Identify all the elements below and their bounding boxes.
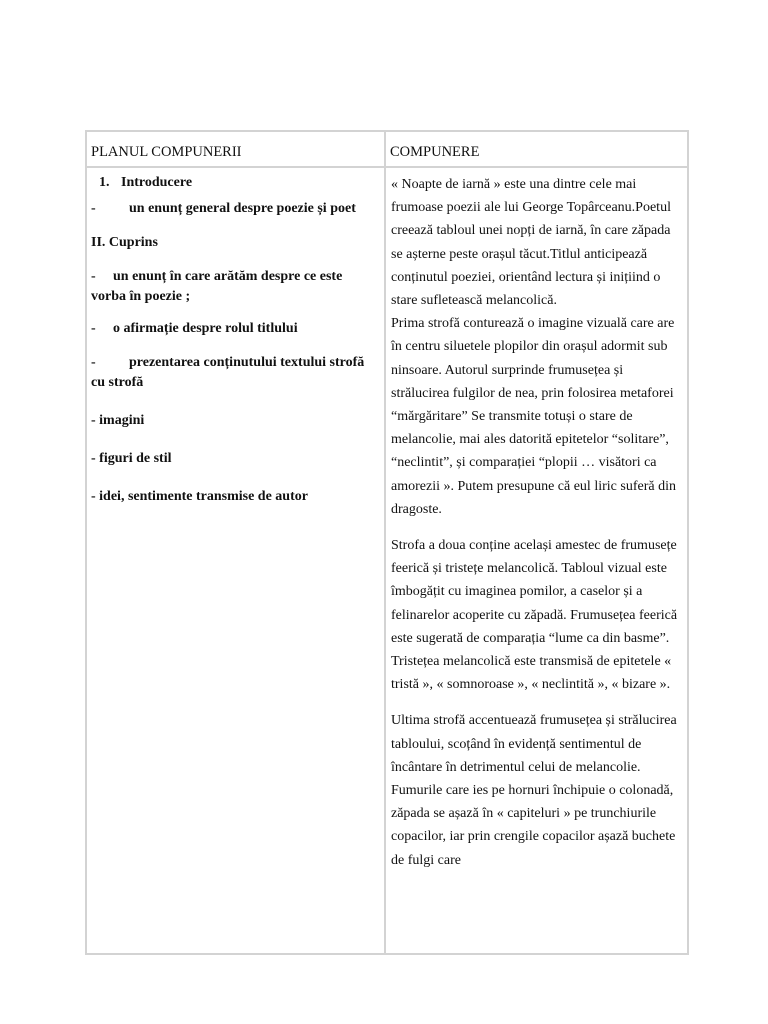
plan-afirmatie-item: [91, 319, 380, 339]
composition-paragraph-4: Ultima strofă accentuează frumusețea și strălucirea tabloului, scoțând în evidență sentimentul de încântare în detrimentul celui de melancolie. Fumurile care ies pe hornuri închipuie o colonadă, zăpada se așază în « capiteluri » pe trunchiurile copacilor, iar prin crengile copacilor așază buchete de fulgi care: [391, 713, 677, 868]
plan-intro-label: Introducere: [121, 175, 193, 190]
plan-figuri-item: - figuri de stil: [91, 451, 172, 466]
plan-prezentare-item: [91, 353, 380, 393]
plan-intro: [91, 173, 380, 193]
plan-enunt-dash: -: [91, 269, 96, 284]
plan-imagini-item: - imagini: [91, 413, 145, 428]
header-composition-label: COMPUNERE: [390, 144, 480, 160]
plan-intro-number: 1.: [99, 175, 110, 190]
plan-general-text: un enunț general despre poezie și poet: [129, 201, 356, 216]
composition-table: [85, 130, 689, 955]
plan-idei-item: - idei, sentimente transmise de autor: [91, 489, 308, 504]
plan-afirmatie-text: o afirmație despre rolul titlului: [113, 321, 298, 336]
plan-general-item: [91, 199, 380, 219]
header-cell-composition: [385, 131, 688, 167]
table-body-row: [86, 167, 688, 954]
plan-afirmatie-dash: -: [91, 321, 96, 336]
composition-paragraph-3: Strofa a doua conține același amestec de frumusețe feerică și tristețe melancolică. Tabloul vizual este îmbogățit cu imaginea pomilor, a caselor și a felinarelor acoperite cu zăpadă. Frumusețea feerică este sugerată de comparația “lume ca din basme”. Tristețea melancolică este transmisă de epitetele « tristă », « somnoroase », « neclintită », « bizare ».: [391, 538, 678, 693]
composition-cell: [385, 167, 688, 954]
table-header-row: [86, 131, 688, 167]
plan-cuprins-heading: II. Cuprins: [91, 235, 158, 250]
plan-cell: [86, 167, 385, 954]
plan-prezentare-dash: -: [91, 355, 96, 370]
plan-enunt-item: [91, 267, 380, 307]
composition-paragraph-2: Prima strofă conturează o imagine vizuală care are în centru siluetele plopilor din orașul adormit sub ninsoare. Autorul surprinde frumusețea și strălucirea fulgilor de nea, prin folosirea metaforei “mărgăritare” Se transmite totuși o stare de melancolie, mai ales datorită epitetelor “solitare”, “neclintit”, și comparației “plopii … visători ca amorezii ». Putem presupune că eul liric suferă din dragoste.: [391, 316, 676, 517]
composition-paragraph-1: « Noapte de iarnă » este una dintre cele mai frumoase poezii ale lui George Topârceanu.Poetul creează tabloul unei nopți de iarnă, în care zăpada se așterne peste orașul tăcut.Titlul anticipează conținutul poeziei, orientând lectura și inițiind o stare sufletească melancolică.: [391, 177, 671, 309]
header-cell-plan: [86, 131, 385, 167]
plan-prezentare-text: prezentarea conținutului textului strofă cu strofă: [91, 355, 365, 390]
plan-general-dash: -: [91, 201, 96, 216]
plan-enunt-text: un enunț în care arătăm despre ce este vorba în poezie ;: [91, 269, 343, 304]
header-plan-label: PLANUL COMPUNERII: [91, 144, 242, 160]
